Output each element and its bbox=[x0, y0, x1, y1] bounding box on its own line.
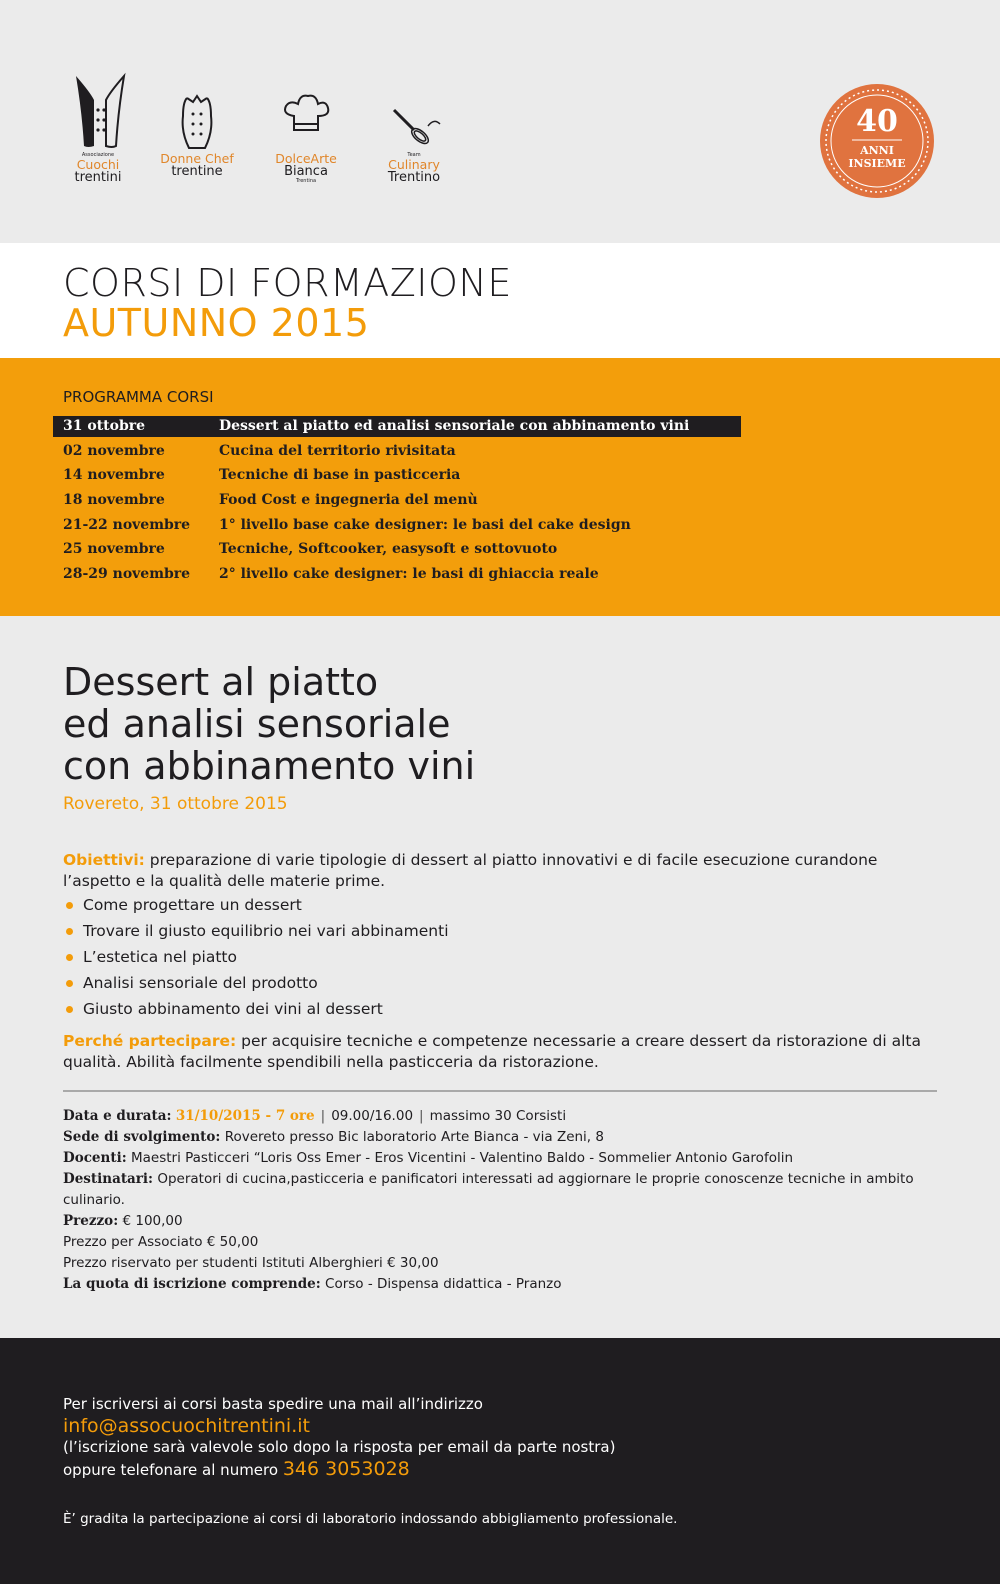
detail-label: Data e durata: bbox=[63, 1108, 172, 1124]
detail-label: La quota di iscrizione comprende: bbox=[63, 1276, 321, 1292]
programme-row[interactable] bbox=[53, 465, 741, 490]
course-section bbox=[0, 616, 1000, 1338]
list-item bbox=[63, 947, 449, 973]
bullet-dot-icon bbox=[66, 902, 73, 909]
programme-label: PROGRAMMA CORSI bbox=[63, 388, 214, 406]
programme-section bbox=[0, 358, 1000, 616]
page-title: CORSI DI FORMAZIONE bbox=[63, 261, 512, 305]
why-paragraph bbox=[63, 1031, 933, 1073]
detail-value: Operatori di cucina,pasticceria e panificatori interessati ad aggiornare le proprie conoscenze tecniche in ambito culinario. bbox=[63, 1171, 914, 1208]
course-title-line: Dessert al piatto bbox=[63, 660, 379, 704]
badge-seal-icon bbox=[818, 82, 936, 200]
detail-fee bbox=[63, 1274, 937, 1295]
logo-prefix: Associazione bbox=[81, 152, 115, 158]
footer-signup-text: Per iscriversi ai corsi basta spedire una mail all’indirizzo bbox=[63, 1395, 483, 1413]
detail-price bbox=[63, 1211, 937, 1232]
programme-row[interactable] bbox=[53, 539, 741, 564]
logo-culinary-trentino[interactable] bbox=[364, 72, 464, 192]
bullet-dot-icon bbox=[66, 954, 73, 961]
logo-line-2: trentine bbox=[171, 164, 223, 179]
programme-course: Food Cost e ingegneria del menù bbox=[219, 492, 478, 509]
badge-text-1: ANNI bbox=[860, 144, 894, 157]
programme-list bbox=[53, 416, 741, 589]
footer-note: (l’iscrizione sarà valevole solo dopo la risposta per email da parte nostra) bbox=[63, 1438, 616, 1456]
bullet-dot-icon bbox=[66, 928, 73, 935]
programme-date: 25 novembre bbox=[63, 541, 165, 558]
logo-dolcearte-bianca[interactable] bbox=[256, 72, 356, 192]
course-title-line: ed analisi sensoriale bbox=[63, 702, 451, 746]
programme-date: 02 novembre bbox=[63, 442, 165, 459]
logo-line-1: Cuochi bbox=[76, 157, 120, 172]
objectives-text: preparazione di varie tipologie di dessert al piatto innovativi e di facile esecuzione curandone l’aspetto e la qualità delle materie prime. bbox=[63, 851, 878, 890]
logo-line-3: Trentina bbox=[295, 178, 317, 184]
footer-email-link[interactable]: info@assocuochitrentini.it bbox=[63, 1415, 310, 1437]
detail-date bbox=[63, 1106, 937, 1127]
list-item-text: Analisi sensoriale del prodotto bbox=[83, 974, 318, 992]
logo-line-2: trentini bbox=[74, 170, 122, 185]
programme-row[interactable] bbox=[53, 515, 741, 540]
detail-label: Prezzo: bbox=[63, 1213, 119, 1229]
chef-toque-icon bbox=[276, 72, 336, 152]
detail-label: Destinatari: bbox=[63, 1171, 154, 1187]
logo-line-2: Trentino bbox=[387, 170, 441, 185]
logo-cuochi-trentini[interactable] bbox=[48, 72, 148, 192]
course-location-date: Rovereto, 31 ottobre 2015 bbox=[63, 794, 288, 814]
list-item-text: Giusto abbinamento dei vini al dessert bbox=[83, 1000, 383, 1018]
programme-date: 31 ottobre bbox=[63, 418, 146, 434]
course-title-line: con abbinamento vini bbox=[63, 744, 476, 788]
divider bbox=[63, 1090, 937, 1092]
badge-number: 40 bbox=[856, 104, 898, 139]
list-item bbox=[63, 999, 449, 1025]
list-item bbox=[63, 895, 449, 921]
detail-time: 09.00/16.00 bbox=[331, 1108, 414, 1124]
programme-course: 2° livello cake designer: le basi di ghiaccia reale bbox=[219, 566, 599, 583]
detail-target bbox=[63, 1169, 937, 1211]
programme-course: 1° livello base cake designer: le basi del cake design bbox=[219, 516, 631, 533]
list-item bbox=[63, 921, 449, 947]
whisk-icon bbox=[384, 72, 444, 152]
badge-text-2: INSIEME bbox=[848, 157, 906, 170]
programme-date: 28-29 novembre bbox=[63, 566, 191, 583]
programme-course: Tecniche, Softcooker, easysoft e sottovuoto bbox=[219, 541, 558, 558]
title-band bbox=[0, 243, 1000, 358]
programme-row[interactable] bbox=[53, 441, 741, 466]
programme-course: Tecniche di base in pasticceria bbox=[219, 467, 461, 484]
course-details bbox=[63, 1106, 937, 1295]
page-subtitle: AUTUNNO 2015 bbox=[63, 301, 370, 345]
logo-line-2: Bianca bbox=[284, 164, 328, 179]
detail-label: Docenti: bbox=[63, 1150, 127, 1166]
detail-venue bbox=[63, 1127, 937, 1148]
chef-hat-silhouette-icon bbox=[68, 72, 128, 152]
detail-value: € 100,00 bbox=[118, 1213, 183, 1229]
programme-course: Cucina del territorio rivisitata bbox=[219, 442, 456, 459]
logo-donne-chef[interactable] bbox=[147, 72, 247, 192]
list-item-text: Trovare il giusto equilibrio nei vari abbinamenti bbox=[83, 922, 449, 940]
detail-date-value: 31/10/2015 - 7 ore bbox=[175, 1108, 315, 1124]
logo-prefix: Team bbox=[407, 152, 421, 158]
programme-date: 21-22 novembre bbox=[63, 516, 191, 533]
why-label: Perché partecipare: bbox=[63, 1032, 237, 1050]
footer-phone-line bbox=[63, 1458, 410, 1480]
detail-value: Maestri Pasticceri “Loris Oss Emer - Eros Vicentini - Valentino Baldo - Sommelier Antonio Garofolin bbox=[126, 1150, 794, 1166]
detail-max: massimo 30 Corsisti bbox=[429, 1108, 567, 1124]
detail-price-member: Prezzo per Associato € 50,00 bbox=[63, 1234, 259, 1250]
course-title bbox=[63, 661, 475, 787]
programme-date: 18 novembre bbox=[63, 492, 165, 509]
objectives-label: Obiettivi: bbox=[63, 851, 145, 869]
logo-line-1: Donne Chef bbox=[160, 151, 234, 166]
list-item-text: Come progettare un dessert bbox=[83, 896, 302, 914]
list-item bbox=[63, 973, 449, 999]
detail-label: Sede di svolgimento: bbox=[63, 1129, 221, 1145]
objectives-paragraph bbox=[63, 850, 933, 892]
header bbox=[0, 0, 1000, 243]
programme-row[interactable] bbox=[53, 490, 741, 515]
footer-phone-text: oppure telefonare al numero bbox=[63, 1461, 283, 1479]
programme-course: Dessert al piatto ed analisi sensoriale con abbinamento vini bbox=[219, 418, 690, 434]
programme-date: 14 novembre bbox=[63, 467, 165, 484]
separator: | bbox=[320, 1108, 326, 1124]
logo-line-1: DolceArte bbox=[275, 151, 337, 166]
detail-price-student: Prezzo riservato per studenti Istituti Alberghieri € 30,00 bbox=[63, 1255, 439, 1271]
detail-teachers bbox=[63, 1148, 937, 1169]
programme-row[interactable] bbox=[53, 564, 741, 589]
separator: | bbox=[419, 1108, 424, 1124]
programme-row-highlighted[interactable] bbox=[53, 416, 741, 437]
anniversary-badge bbox=[818, 82, 936, 200]
list-item-text: L’estetica nel piatto bbox=[83, 948, 237, 966]
detail-value: Corso - Dispensa didattica - Pranzo bbox=[320, 1276, 562, 1292]
objectives-list bbox=[63, 895, 449, 1025]
logo-line-1: Culinary bbox=[388, 157, 440, 172]
footer-dress-note: È’ gradita la partecipazione ai corsi di laboratorio indossando abbigliamento professionale. bbox=[63, 1511, 678, 1527]
why-text: per acquisire tecniche e competenze necessarie a creare dessert da ristorazione di alta qualità. Abilità facilmente spendibili nella pasticceria da ristorazione. bbox=[63, 1032, 921, 1071]
chef-jacket-icon bbox=[167, 72, 227, 152]
bullet-dot-icon bbox=[66, 1006, 73, 1013]
detail-value: Rovereto presso Bic laboratorio Arte Bianca - via Zeni, 8 bbox=[220, 1129, 604, 1145]
bullet-dot-icon bbox=[66, 980, 73, 987]
footer bbox=[0, 1338, 1000, 1584]
footer-phone-link[interactable]: 346 3053028 bbox=[282, 1458, 410, 1480]
